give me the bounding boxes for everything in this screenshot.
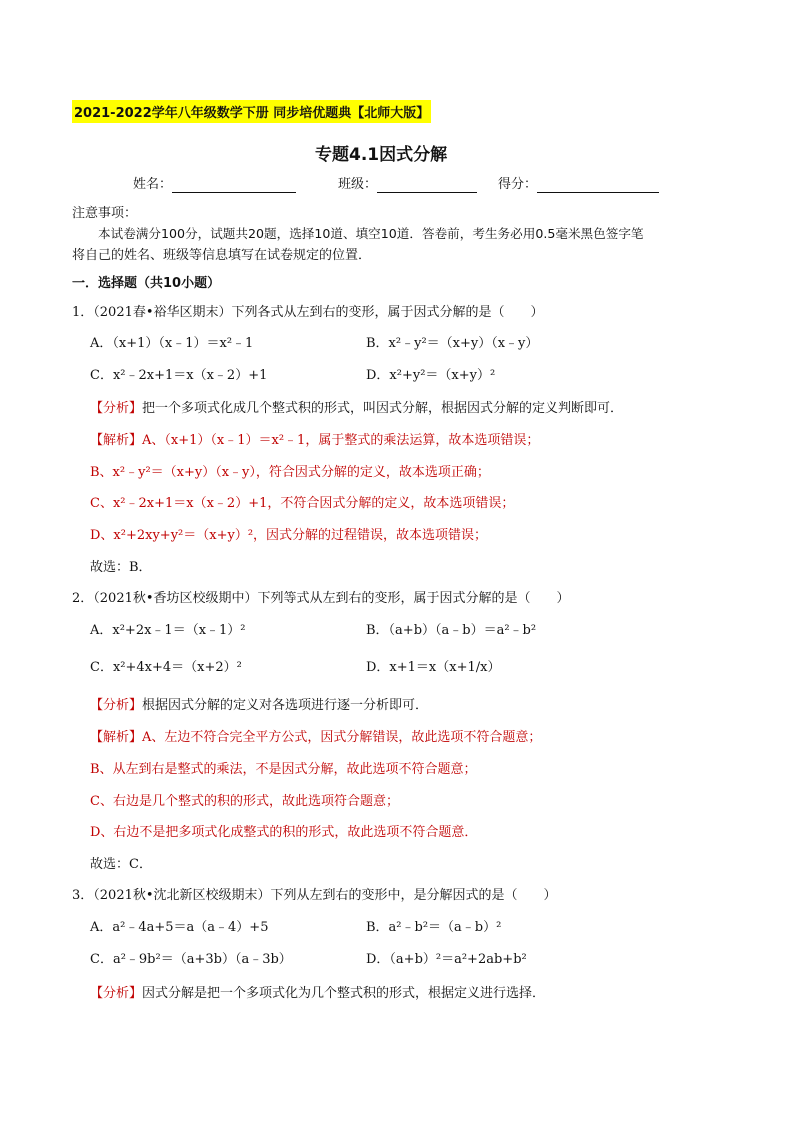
q1-solution-a-text: A、（x+1）（x﹣1）＝x²﹣1，属于整式的乘法运算，故本选项错误； xyxy=(142,433,540,448)
q2-option-d: D．x+1＝x（x+1/x） xyxy=(366,660,501,675)
q3-stem: 3．（2021秋•沈北新区校级期末）下列从左到右的变形中，是分解因式的是（ ） xyxy=(72,888,557,903)
class-blank[interactable] xyxy=(377,178,477,193)
q3-option-a: A．a²﹣4a+5＝a（a﹣4）+5 xyxy=(90,920,269,935)
q3-option-b: B．a²﹣b²＝（a﹣b）² xyxy=(366,920,502,935)
q2-answer: 故选：C． xyxy=(90,857,152,872)
q2-solution-a xyxy=(90,730,541,746)
q3-analysis xyxy=(90,986,545,1002)
q1-option-a: A．（x+1）（x﹣1）＝x²﹣1 xyxy=(90,336,254,351)
q2-solution-c: C、右边是几个整式的积的形式，故此选项符合题意； xyxy=(90,794,399,809)
score-label: 得分： xyxy=(498,177,538,192)
class-field xyxy=(338,177,477,193)
notice-line-2: 将自己的姓名、班级等信息填写在试卷规定的位置． xyxy=(72,248,372,263)
name-field xyxy=(133,177,296,193)
q1-analysis-tag: 【分析】 xyxy=(90,401,143,416)
series-banner: 2021-2022学年八年级数学下册 同步培优题典【北师大版】 xyxy=(72,100,431,123)
q1-option-d: D．x²+y²＝（x+y）² xyxy=(366,368,496,383)
q2-stem: 2．（2021秋•香坊区校级期中）下列等式从左到右的变形，属于因式分解的是（ ） xyxy=(72,591,570,606)
q1-analysis xyxy=(90,401,623,417)
q2-option-a: A．x²+2x﹣1＝（x﹣1）² xyxy=(90,623,246,638)
q1-solution-c: C、x²﹣2x+1＝x（x﹣2）+1，不符合因式分解的定义，故本选项错误； xyxy=(90,496,515,511)
q1-option-b: B．x²﹣y²＝（x+y）（x﹣y） xyxy=(366,336,539,351)
q2-solution-d: D、右边不是把多项式化成整式的积的形式，故此选项不符合题意． xyxy=(90,825,478,840)
q1-solution-d: D、x²+2xy+y²＝（x+y）²，因式分解的过程错误，故本选项错误； xyxy=(90,528,488,543)
class-label: 班级： xyxy=(338,177,378,192)
q1-solution-b: B、x²﹣y²＝（x+y）（x﹣y），符合因式分解的定义，故本选项正确； xyxy=(90,465,490,480)
q2-analysis-tag: 【分析】 xyxy=(90,698,143,713)
q2-option-b: B．（a+b）（a﹣b）＝a²﹣b² xyxy=(366,623,537,638)
q2-solution-tag: 【解析】 xyxy=(90,730,143,745)
q1-solution-tag: 【解析】 xyxy=(90,433,143,448)
q1-analysis-text: 把一个多项式化成几个整式积的形式，叫因式分解，根据因式分解的定义判断即可． xyxy=(142,401,624,416)
q1-solution-a xyxy=(90,433,539,449)
name-label: 姓名： xyxy=(133,177,173,192)
q3-option-c: C．a²﹣9b²＝（a+3b）（a﹣3b） xyxy=(90,952,292,967)
q2-solution-a-text: A、左边不符合完全平方公式，因式分解错误，故此选项不符合题意； xyxy=(142,730,542,745)
score-field xyxy=(498,177,659,193)
notice-line-1: 本试卷满分100分，试题共20题，选择10道、填空10道．答卷前，考生务必用0.5毫米黑色签字笔 xyxy=(98,226,644,241)
section-heading: 一．选择题（共10小题） xyxy=(72,276,221,291)
q3-option-d: D．（a+b）²＝a²+2ab+b² xyxy=(366,952,527,967)
name-blank[interactable] xyxy=(172,178,296,193)
score-blank[interactable] xyxy=(537,178,659,193)
q2-solution-b: B、从左到右是整式的乘法，不是因式分解，故此选项不符合题意； xyxy=(90,762,477,777)
q2-option-c: C．x²+4x+4＝（x+2）² xyxy=(90,660,242,675)
q3-analysis-text: 因式分解是把一个多项式化为几个整式积的形式，根据定义进行选择． xyxy=(142,986,546,1001)
q1-stem: 1．（2021春•裕华区期末）下列各式从左到右的变形，属于因式分解的是（ ） xyxy=(72,305,544,320)
notice-heading: 注意事项： xyxy=(72,206,138,221)
q2-analysis xyxy=(90,698,428,714)
q1-option-c: C．x²﹣2x+1＝x（x﹣2）+1 xyxy=(90,368,268,383)
q2-analysis-text: 根据因式分解的定义对各选项进行逐一分析即可． xyxy=(142,698,429,713)
q1-answer: 故选：B． xyxy=(90,560,152,575)
q3-analysis-tag: 【分析】 xyxy=(90,986,143,1001)
page-title: 专题4.1因式分解 xyxy=(315,145,448,165)
